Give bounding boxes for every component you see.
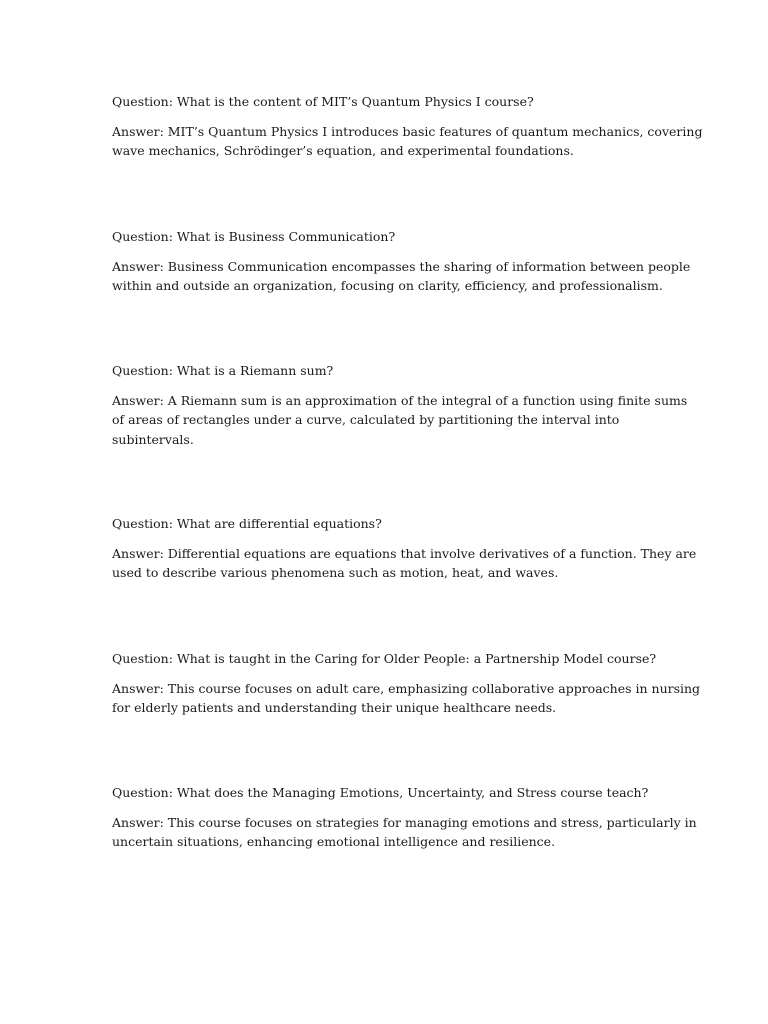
answer-line: used to describe various phenomena such as motion, heat, and waves.	[112, 565, 559, 580]
qa-entry-riemann-sum	[112, 361, 688, 449]
answer-line: for elderly patients and understanding their unique healthcare needs.	[112, 700, 557, 715]
answer-text	[112, 813, 697, 852]
answer-line: uncertain situations, enhancing emotional intelligence and resilience.	[112, 834, 556, 849]
answer-line: Answer: A Riemann sum is an approximation of the integral of a function using finite sums	[112, 392, 688, 408]
answer-line: Answer: MIT’s Quantum Physics I introduces basic features of quantum mechanics, covering	[112, 123, 703, 139]
qa-entry-differential-equations	[112, 514, 697, 583]
answer-line: wave mechanics, Schrödinger’s equation, and experimental foundations.	[112, 143, 574, 158]
question-text: Question: What are differential equations?	[112, 516, 382, 531]
answer-line: of areas of rectangles under a curve, calculated by partitioning the interval into	[112, 412, 620, 427]
answer-text	[112, 122, 703, 161]
qa-entry-managing-emotions	[112, 783, 697, 852]
qa-entry-quantum-physics	[112, 92, 703, 161]
answer-text	[112, 544, 697, 583]
question-text: Question: What is the content of MIT’s Quantum Physics I course?	[112, 94, 534, 109]
question-text: Question: What is Business Communication?	[112, 229, 396, 244]
question-text: Question: What does the Managing Emotions, Uncertainty, and Stress course teach?	[112, 785, 649, 800]
answer-text	[112, 391, 688, 450]
answer-line: within and outside an organization, focusing on clarity, efficiency, and professionalism.	[112, 278, 663, 293]
answer-text	[112, 679, 701, 718]
answer-line: Answer: Business Communication encompasses the sharing of information between people	[112, 258, 691, 274]
answer-line: Answer: Differential equations are equations that involve derivatives of a function. They are	[112, 545, 697, 561]
answer-line: Answer: This course focuses on strategies for managing emotions and stress, particularly in	[112, 814, 697, 830]
answer-line: Answer: This course focuses on adult care, emphasizing collaborative approaches in nursing	[112, 680, 701, 696]
question-text: Question: What is taught in the Caring for Older People: a Partnership Model course?	[112, 651, 657, 666]
answer-text	[112, 257, 691, 296]
qa-entry-caring-for-older-people	[112, 649, 701, 718]
answer-line: subintervals.	[112, 431, 194, 447]
question-text: Question: What is a Riemann sum?	[112, 363, 334, 378]
qa-entry-business-communication	[112, 227, 691, 296]
